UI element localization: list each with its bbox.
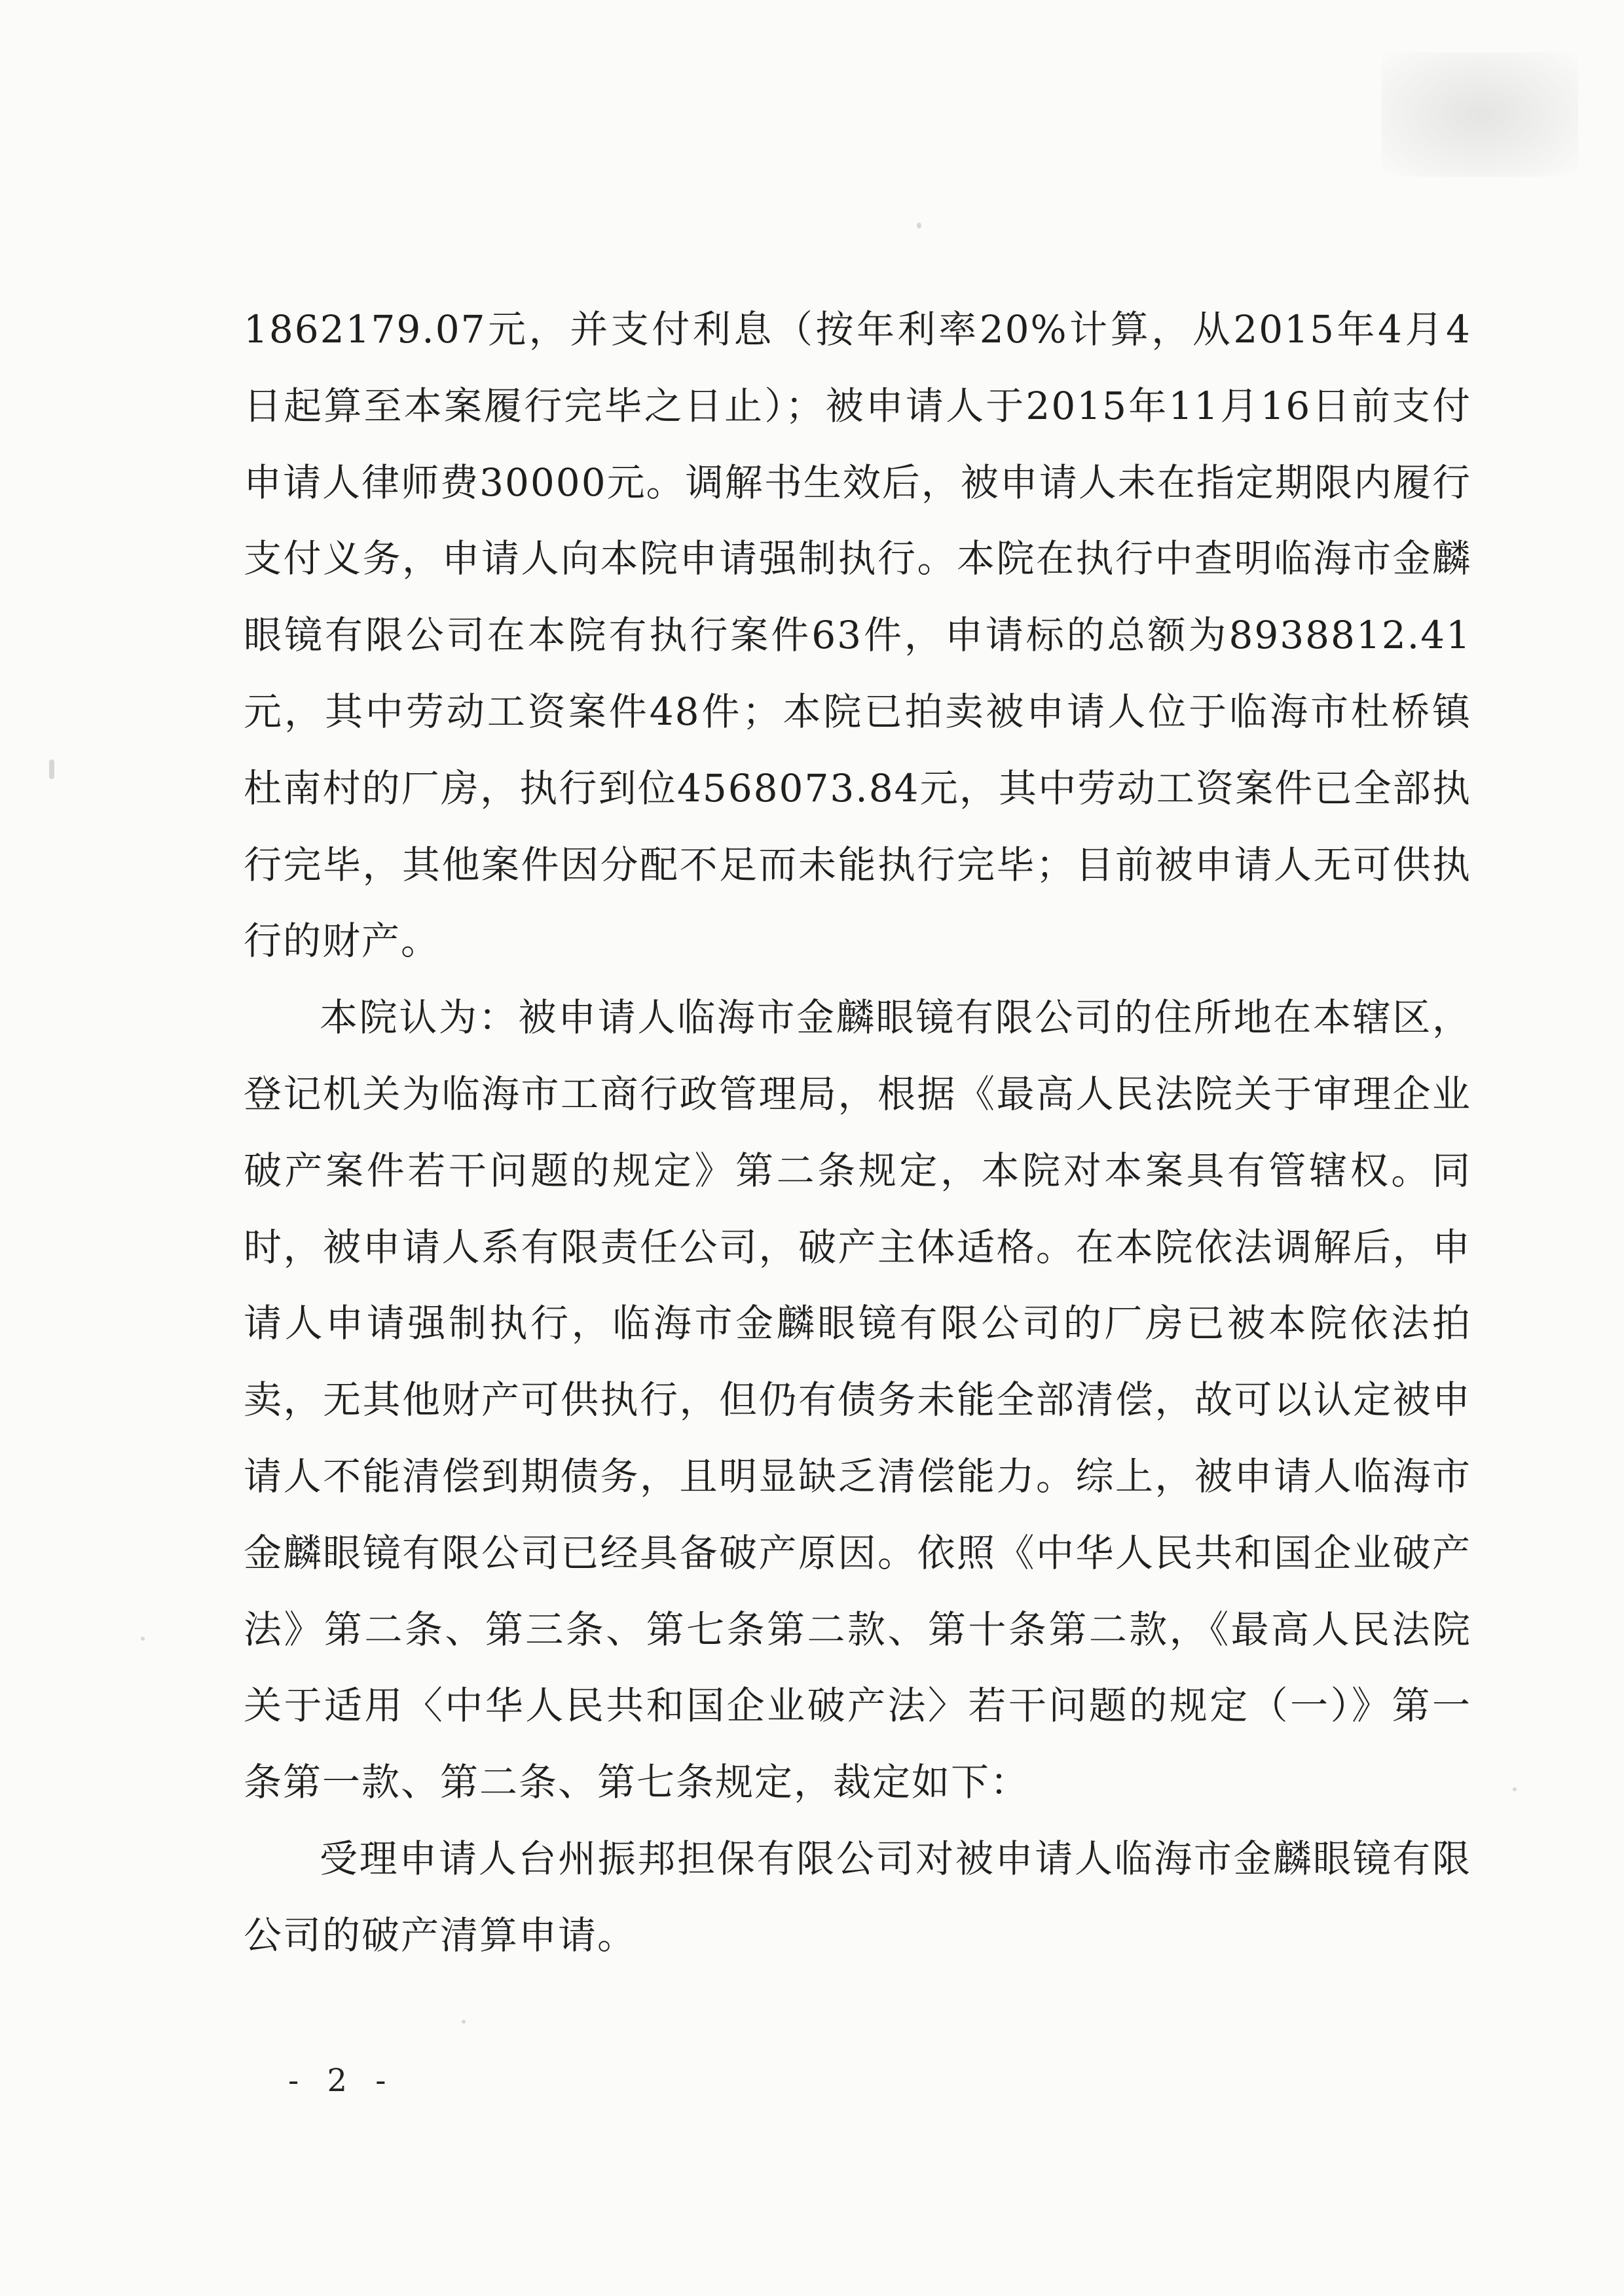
paragraph-court-opinion: 本院认为：被申请人临海市金麟眼镜有限公司的住所地在本辖区，登记机关为临海市工商行政管理局，根据《最高人民法院关于审理企业破产案件若干问题的规定》第二条规定，本院对本案具有管辖权。同时，被申请人系有限责任公司，破产主体适格。在本院依法调解后，申请人申请强制执行，临海市金麟眼镜有限公司的厂房已被本院依法拍卖，无其他财产可供执行，但仍有债务未能全部清偿，故可以认定被申请人不能清偿到期债务，且明显缺乏清偿能力。综上，被申请人临海市金麟眼镜有限公司已经具备破产原因。依照《中华人民共和国企业破产法》第二条、第三条、第七条第二款、第十条第二款，《最高人民法院关于适用〈中华人民共和国企业破产法〉若干问题的规定（一）》第一条第一款、第二条、第七条规定，裁定如下： [244,995,1471,1805]
paragraph-continued: 1862179.07元，并支付利息（按年利率20%计算，从2015年4月4日起算至本案履行完毕之日止）；被申请人于2015年11月16日前支付申请人律师费30000元。调解书生效后，被申请人未在指定期限内履行支付义务，申请人向本院申请强制执行。本院在执行中查明临海市金麟眼镜有限公司在本院有执行案件63件，申请标的总额为8938812.41元，其中劳动工资案件48件；本院已拍卖被申请人位于临海市杜桥镇杜南村的厂房，执行到位4568073.84元，其中劳动工资案件已全部执行完毕，其他案件因分配不足而未能执行完毕；目前被申请人无可供执行的财产。 [244,307,1471,964]
scan-speck [49,759,54,779]
scan-speck [462,2020,466,2024]
scan-smudge [1382,52,1578,177]
document-body [244,291,1471,1974]
scan-speck [141,1637,145,1641]
scan-speck [917,223,921,228]
page-number: - 2 - [288,2062,396,2099]
paragraph-ruling: 受理申请人台州振邦担保有限公司对被申请人临海市金麟眼镜有限公司的破产清算申请。 [244,1836,1471,1958]
scan-speck [1513,1787,1517,1791]
